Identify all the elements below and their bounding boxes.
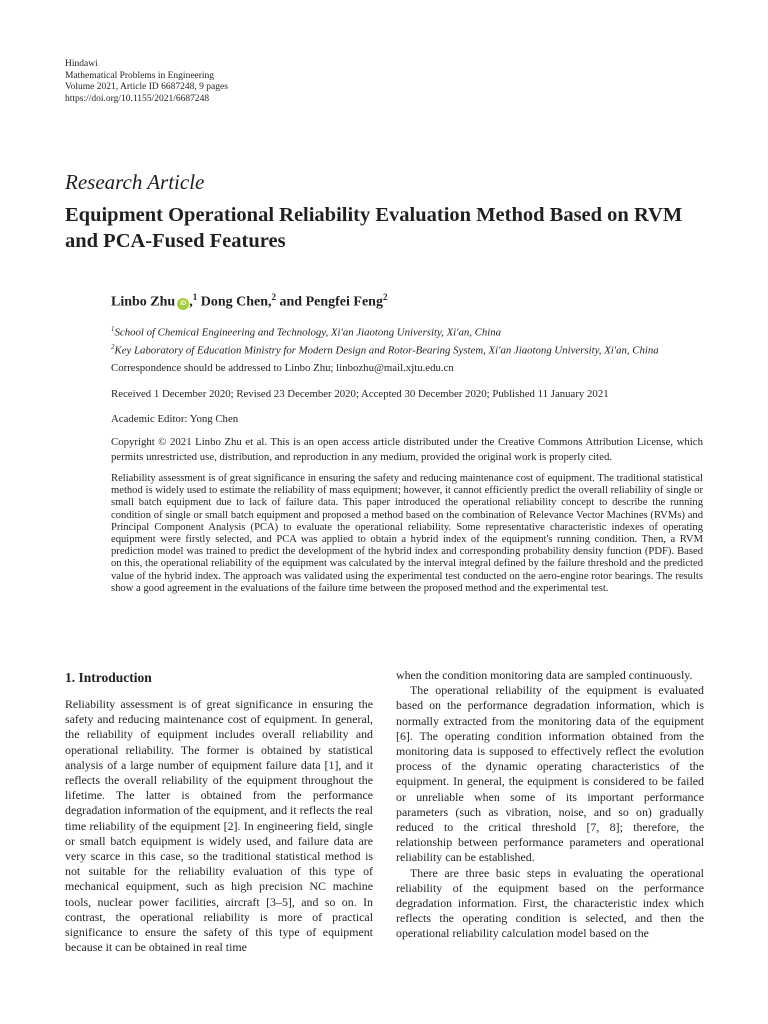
author-conjunction: and: [279, 294, 303, 310]
affiliation: [111, 340, 711, 358]
section-heading: 1. Introduction: [65, 670, 152, 685]
affiliation-number: 1: [111, 325, 115, 333]
doi-link[interactable]: https://doi.org/10.1155/2021/6687248: [65, 93, 210, 104]
abstract-text: Reliability assessment is of great significance in ensuring the safety and reducing maintenance cost of equipment. The traditional statistical method is widely used to estimate the reliability of mass equipment; however, it cannot efficiently predict the overall reliability of single or small batch equipment due to lack of failure data. This paper introduced the operational reliability concept to describe the running condition of single or small batch equipment and proposed a method based on the combination of Relevance Vector Machines (RVMs) and Principal Component Analysis (PCA) to evaluate the operational reliability. Some representative characteristic indexes of operating equipment were firstly selected, and PCA was applied to obtain a hybrid index of the equipment's running condition. Then, a RVM prediction model was trained to predict the development of the hybrid index and corresponding probability density function (PDF). Based on this, the operational reliability of the equipment was calculated by the interval integral defined by the failure threshold and the predicted value of the hybrid index. The approach was validated using the experimental test conducted on the aero-engine rotor bearings. The results show a good agreement in the evaluations of the failure time between the proposed method and the experimental test.: [111, 473, 703, 594]
publication-dates: Received 1 December 2020; Revised 23 December 2020; Accepted 30 December 2020; Published 11 January 2021: [111, 388, 609, 400]
body-paragraph: Reliability assessment is of great significance in ensuring the safety and reducing maintenance cost of equipment. In general, the reliability of equipment includes overall reliability and operational reliability. The former is obtained by statistical analysis of a large number of equipment failure data [1], and it reflects the overall reliability of the equipment throughout the lifetime. The latter is obtained from the performance degradation information of the equipment, and it reflects the real time reliability of the equipment [2]. In engineering field, single or small batch equipment is widely used, and failure data are very scarce in this case, so the traditional statistical method is not suitable for the reliability evaluation of this type of mechanical equipment, such as high precision NC machine tools, nuclear power facilities, aircraft [3–5], and so on. In contrast, the operational reliability is more of practical significance to ensure the safety of this type of equipment because it can be obtained in real time: [65, 697, 373, 955]
author-list: Linbo Zhu iD ,$^1$ Dong Chen,$^2$ and Pengfei Feng$^2$: [111, 292, 388, 310]
affiliation-text: Key Laboratory of Education Ministry for Modern Design and Rotor-Bearing System, Xi'an Jiaotong University, Xi'an, China: [114, 344, 659, 357]
publisher-name: Hindawi: [65, 59, 98, 69]
body-paragraph: There are three basic steps in evaluating the operational reliability of the equipment based on the performance degradation information. First, the characteristic index which reflects the operating condition is selected, and then the operational reliability calculation model based on the: [396, 865, 704, 941]
affiliation: [111, 322, 711, 340]
affiliation-list: [111, 322, 711, 358]
left-column: [65, 697, 373, 955]
author-name: Dong Chen,: [200, 294, 272, 310]
article-title: Equipment Operational Reliability Evaluation Method Based on RVM and PCA-Fused Features: [65, 204, 683, 252]
right-column: [396, 668, 704, 942]
journal-header: [65, 59, 228, 105]
body-paragraph: when the condition monitoring data are sampled continuously.: [396, 668, 693, 682]
author-affiliation-mark: 1: [192, 292, 198, 302]
affiliation-number: 2: [111, 343, 115, 352]
volume-info: Volume 2021, Article ID 6687248, 9 pages: [65, 82, 228, 92]
author-name: Linbo Zhu: [111, 294, 176, 310]
journal-name: Mathematical Problems in Engineering: [65, 70, 215, 81]
affiliation-text: School of Chemical Engineering and Technology, Xi'an Jiaotong University, Xi'an, China: [114, 326, 502, 339]
author-name: Pengfei Feng: [305, 294, 383, 310]
body-paragraph: The operational reliability of the equipment is evaluated based on the performance degradation information, which is normally extracted from the monitoring data of the equipment [6]. The operating condition information obtained from the monitoring data is supposed to effectively reflect the evolution process of the dynamic operating characteristics of the equipment. In general, the equipment is considered to be failed or unreliable when some of its important performance parameters (such as vibration, noise, and so on) gradually reduced to the critical threshold [7, 8]; therefore, the relationship between performance parameters and operational reliability can be established.: [396, 683, 704, 865]
academic-editor: Academic Editor: Yong Chen: [111, 413, 239, 425]
copyright-notice: Copyright © 2021 Linbo Zhu et al. This is an open access article distributed under the Creative Commons Attribution License, which permits unrestricted use, distribution, and reproduction in any medium, provided the original work is properly cited.: [111, 436, 703, 463]
orcid-icon[interactable]: iD: [177, 298, 189, 310]
article-type: Research Article: [65, 170, 205, 194]
author-affiliation-mark: 2: [382, 292, 388, 302]
correspondence: Correspondence should be addressed to Linbo Zhu; linbozhu@mail.xjtu.edu.cn: [111, 362, 454, 374]
author-affiliation-mark: 2: [271, 292, 277, 302]
